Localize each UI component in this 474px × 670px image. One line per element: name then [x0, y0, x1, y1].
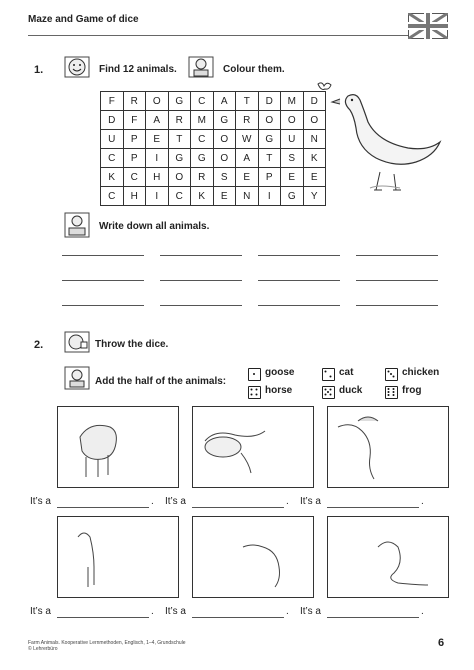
- animal-picture-box: [192, 406, 314, 488]
- answer-line[interactable]: [62, 255, 144, 256]
- grid-cell: O: [281, 111, 304, 130]
- grid-cell: E: [281, 168, 304, 187]
- answer-line[interactable]: [160, 280, 242, 281]
- grid-cell: N: [236, 187, 259, 206]
- answer-line[interactable]: [258, 280, 340, 281]
- dice-animal-label: frog: [402, 385, 422, 396]
- die-face-4-icon: [248, 386, 261, 399]
- header-divider: [28, 35, 410, 36]
- grid-cell: G: [281, 187, 304, 206]
- animal-sketch: [328, 517, 448, 597]
- page-number: 6: [438, 637, 445, 649]
- smiley-student-icon: [62, 55, 90, 79]
- animal-picture-box: [57, 406, 179, 488]
- grid-row: [101, 187, 326, 206]
- grid-cell: S: [213, 168, 236, 187]
- grid-row: [101, 111, 326, 130]
- find-animals-instruction: Find 12 animals.: [99, 64, 177, 75]
- animal-sketch: [193, 517, 313, 597]
- grid-cell: P: [123, 130, 146, 149]
- grid-cell: T: [168, 130, 191, 149]
- animal-sketch: [58, 407, 178, 487]
- word-search-grid: [100, 91, 326, 206]
- animal-picture-box: [192, 516, 314, 598]
- grid-cell: D: [258, 92, 281, 111]
- grid-cell: I: [146, 149, 169, 168]
- animal-sketch: [58, 517, 178, 597]
- die-face-3-icon: [385, 368, 398, 381]
- grid-cell: S: [281, 149, 304, 168]
- sentence-period: .: [151, 606, 154, 617]
- animal-answer-line[interactable]: [327, 507, 419, 508]
- answer-line[interactable]: [258, 305, 340, 306]
- grid-cell: E: [303, 168, 326, 187]
- answer-line[interactable]: [356, 305, 438, 306]
- counting-student-icon: [62, 365, 90, 389]
- grid-cell: U: [281, 130, 304, 149]
- grid-cell: H: [146, 168, 169, 187]
- grid-cell: G: [168, 149, 191, 168]
- grid-cell: T: [236, 92, 259, 111]
- grid-cell: O: [213, 130, 236, 149]
- answer-line[interactable]: [62, 305, 144, 306]
- grid-cell: T: [258, 149, 281, 168]
- write-down-instruction: Write down all animals.: [99, 221, 210, 232]
- grid-cell: K: [101, 168, 124, 187]
- footer-credit: [28, 640, 186, 652]
- grid-cell: O: [258, 111, 281, 130]
- grid-cell: C: [123, 168, 146, 187]
- grid-cell: G: [168, 92, 191, 111]
- grid-cell: I: [258, 187, 281, 206]
- grid-cell: C: [168, 187, 191, 206]
- answer-line[interactable]: [160, 305, 242, 306]
- grid-cell: F: [123, 111, 146, 130]
- dice-animal-label: goose: [265, 367, 295, 378]
- its-a-label: It’s a: [165, 496, 186, 507]
- its-a-label: It’s a: [30, 496, 51, 507]
- grid-cell: O: [146, 92, 169, 111]
- grid-cell: P: [123, 149, 146, 168]
- its-a-label: It’s a: [165, 606, 186, 617]
- grid-cell: E: [213, 187, 236, 206]
- grid-cell: M: [191, 111, 214, 130]
- animal-answer-line[interactable]: [57, 617, 149, 618]
- task-number-2: 2.: [34, 339, 44, 351]
- answer-line[interactable]: [356, 280, 438, 281]
- answer-line[interactable]: [160, 255, 242, 256]
- die-face-2-icon: [322, 368, 335, 381]
- goose-illustration: [310, 80, 450, 200]
- grid-cell: C: [191, 130, 214, 149]
- grid-cell: O: [168, 168, 191, 187]
- dice-student-icon: [62, 330, 90, 354]
- grid-cell: E: [146, 130, 169, 149]
- grid-cell: U: [101, 130, 124, 149]
- its-a-label: It’s a: [300, 496, 321, 507]
- dice-animal-label: horse: [265, 385, 293, 396]
- footer-line-1: Farm Animals. Kooperative Lernmethoden, Englisch, 1–4, Grundschule: [28, 640, 186, 646]
- grid-cell: W: [236, 130, 259, 149]
- grid-cell: K: [303, 149, 326, 168]
- throw-dice-instruction: Throw the dice.: [95, 339, 169, 350]
- sentence-period: .: [286, 496, 289, 507]
- grid-cell: O: [303, 111, 326, 130]
- union-jack-icon: [408, 13, 448, 39]
- grid-cell: Y: [303, 187, 326, 206]
- colouring-student-icon: [186, 55, 214, 79]
- task-number-1: 1.: [34, 64, 44, 76]
- grid-row: [101, 168, 326, 187]
- grid-cell: R: [236, 111, 259, 130]
- grid-cell: G: [258, 130, 281, 149]
- grid-cell: C: [101, 187, 124, 206]
- animal-picture-box: [327, 406, 449, 488]
- grid-row: [101, 92, 326, 111]
- grid-cell: I: [146, 187, 169, 206]
- sentence-period: .: [151, 496, 154, 507]
- grid-cell: R: [168, 111, 191, 130]
- worksheet-title: Maze and Game of dice: [28, 14, 139, 25]
- grid-row: [101, 130, 326, 149]
- grid-cell: E: [236, 168, 259, 187]
- animal-picture-box: [57, 516, 179, 598]
- animal-answer-line[interactable]: [192, 507, 284, 508]
- grid-row: [101, 149, 326, 168]
- dice-animal-label: chicken: [402, 367, 440, 378]
- colour-them-instruction: Colour them.: [223, 64, 285, 75]
- animal-picture-box: [327, 516, 449, 598]
- footer-line-2: © Lehrerbüro: [28, 646, 58, 652]
- grid-cell: K: [191, 187, 214, 206]
- grid-cell: G: [191, 149, 214, 168]
- answer-line[interactable]: [356, 255, 438, 256]
- animal-answer-line[interactable]: [57, 507, 149, 508]
- grid-cell: M: [281, 92, 304, 111]
- grid-cell: R: [123, 92, 146, 111]
- grid-cell: H: [123, 187, 146, 206]
- die-face-6-icon: [385, 386, 398, 399]
- add-half-instruction: Add the half of the animals:: [95, 376, 227, 387]
- animal-answer-line[interactable]: [327, 617, 419, 618]
- grid-cell: N: [303, 130, 326, 149]
- dice-animal-label: cat: [339, 367, 354, 378]
- answer-line[interactable]: [62, 280, 144, 281]
- grid-cell: G: [213, 111, 236, 130]
- grid-cell: O: [213, 149, 236, 168]
- die-face-5-icon: [322, 386, 335, 399]
- grid-cell: C: [191, 92, 214, 111]
- its-a-label: It’s a: [300, 606, 321, 617]
- grid-cell: C: [101, 149, 124, 168]
- animal-sketch: [328, 407, 448, 487]
- grid-cell: A: [213, 92, 236, 111]
- animal-sketch: [193, 407, 313, 487]
- sentence-period: .: [286, 606, 289, 617]
- animal-answer-line[interactable]: [192, 617, 284, 618]
- its-a-label: It’s a: [30, 606, 51, 617]
- dice-animal-label: duck: [339, 385, 363, 396]
- answer-line[interactable]: [258, 255, 340, 256]
- grid-cell: P: [258, 168, 281, 187]
- sentence-period: .: [421, 496, 424, 507]
- grid-cell: D: [101, 111, 124, 130]
- grid-cell: R: [191, 168, 214, 187]
- grid-cell: F: [101, 92, 124, 111]
- die-face-1-icon: [248, 368, 261, 381]
- sentence-period: .: [421, 606, 424, 617]
- grid-cell: A: [146, 111, 169, 130]
- grid-cell: D: [303, 92, 326, 111]
- writing-student-icon: [62, 211, 90, 235]
- grid-cell: A: [236, 149, 259, 168]
